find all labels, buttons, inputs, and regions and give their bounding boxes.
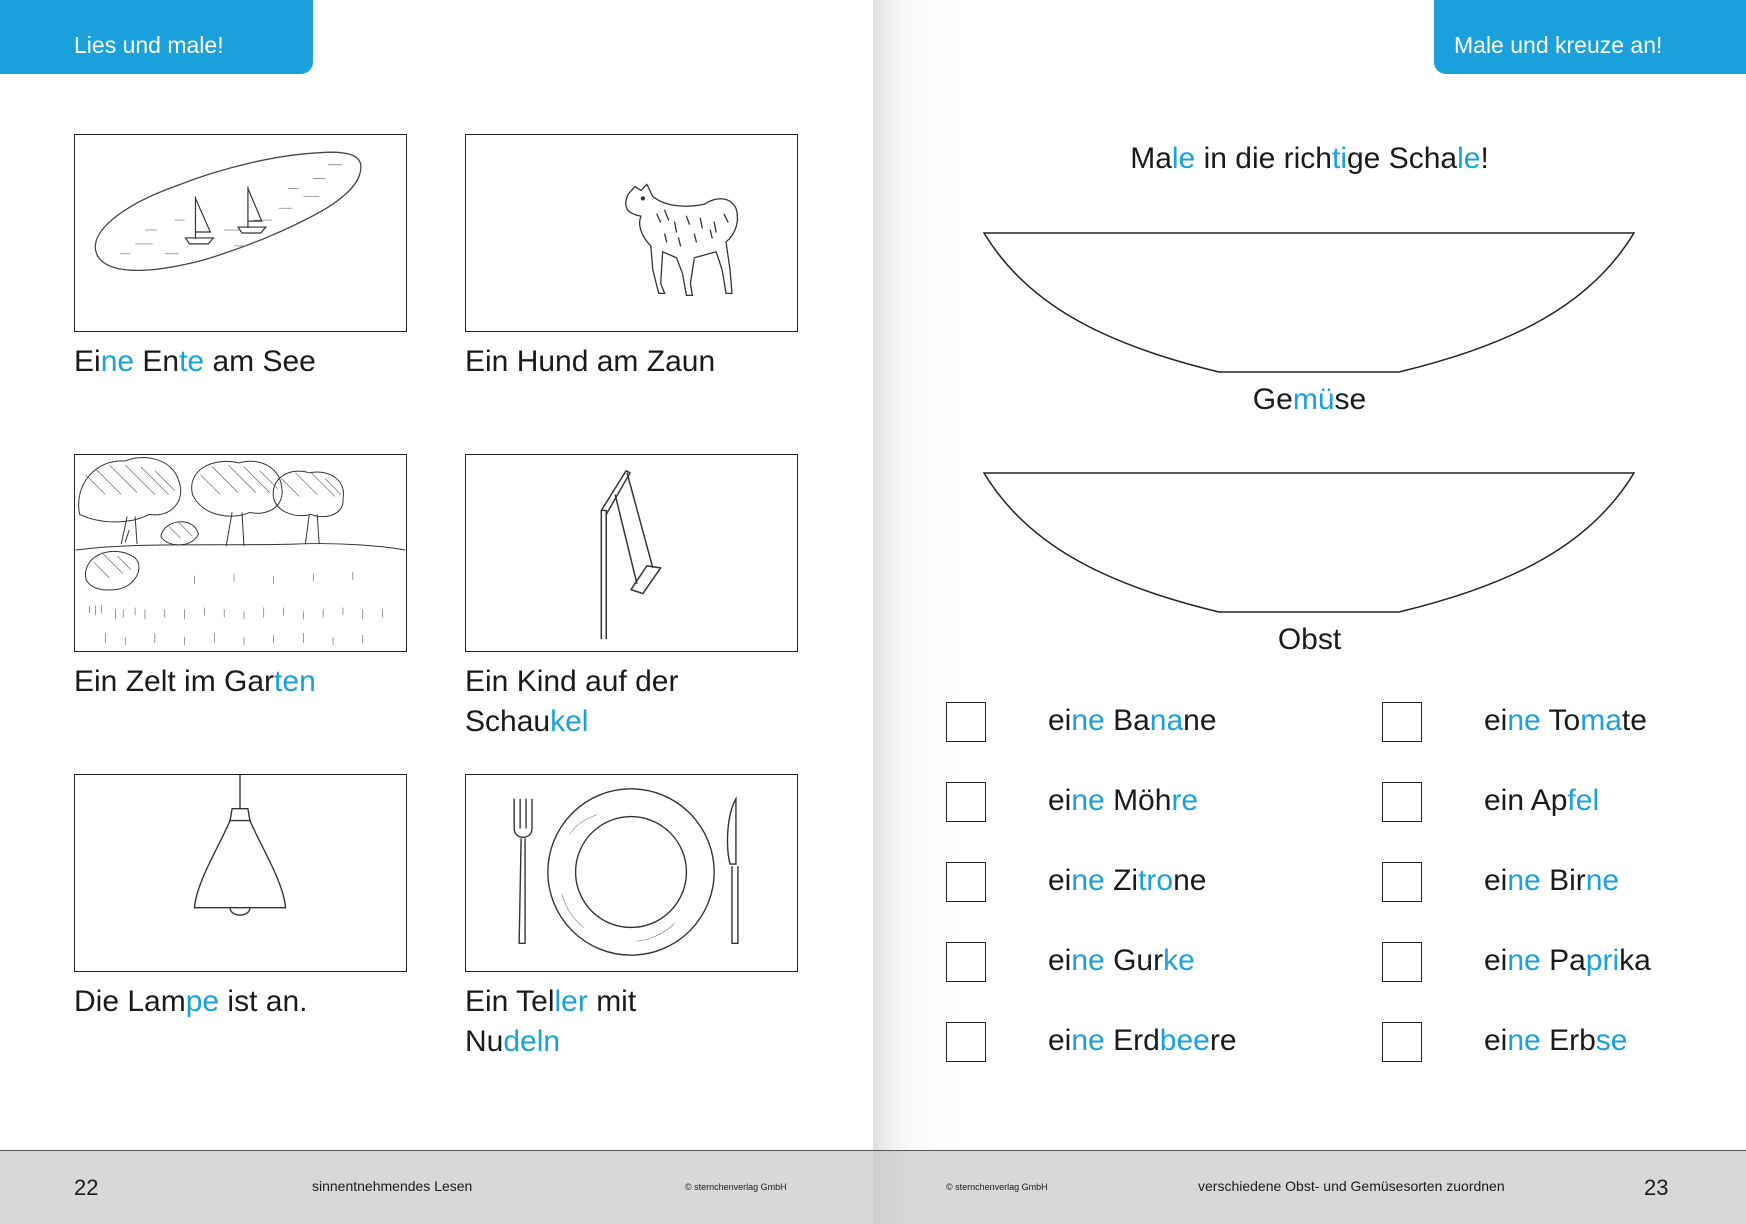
checkbox[interactable] <box>946 942 986 982</box>
checkbox[interactable] <box>946 702 986 742</box>
lake-with-sailboats-illustration <box>75 135 406 331</box>
card-caption-1 <box>74 342 434 382</box>
trees-and-meadow-illustration <box>75 455 406 651</box>
footer-topic: verschiedene Obst- und Gemüsesorten zuordnen <box>1198 1178 1505 1194</box>
card-caption-3 <box>74 662 434 702</box>
item-label: eine Erbse <box>1484 1024 1628 1057</box>
instruction-text: Male in die richtige Schale! <box>1130 142 1489 175</box>
fruit-bowl-outline[interactable] <box>983 472 1635 614</box>
item-label: eine Möhre <box>1048 784 1199 817</box>
item-label: eine Gurke <box>1048 944 1195 977</box>
right-page-footer <box>873 1150 1746 1224</box>
footer-copyright: © sternchenverlag GmbH <box>946 1182 1048 1192</box>
card-caption-6 <box>465 982 825 1062</box>
page-number: 23 <box>1644 1175 1669 1200</box>
bowl-label-text: Gemüse <box>1252 383 1367 416</box>
hanging-lamp-illustration <box>75 775 406 971</box>
caption-text: Eine Ente am See <box>74 345 316 378</box>
item-label: eine Zitrone <box>1048 864 1207 897</box>
footer-copyright: © sternchenverlag GmbH <box>685 1182 787 1192</box>
bowl-label-vegetables <box>873 383 1746 417</box>
item-label: ein Apfel <box>1484 784 1600 817</box>
right-page-tab: Male und kreuze an! <box>1434 0 1746 74</box>
checkbox[interactable] <box>946 1022 986 1062</box>
item-label: eine Tomate <box>1484 704 1647 737</box>
page-number: 22 <box>74 1175 99 1200</box>
left-page-footer <box>0 1150 873 1224</box>
dog-picture-frame <box>465 134 798 332</box>
vegetable-bowl-outline[interactable] <box>983 232 1635 374</box>
checkbox[interactable] <box>946 782 986 822</box>
swing-illustration <box>466 455 797 651</box>
caption-text: Ein Zelt im Garten <box>74 665 316 698</box>
right-page <box>873 0 1746 1224</box>
caption-text: Die Lampe ist an. <box>74 985 308 1018</box>
checkbox[interactable] <box>946 862 986 902</box>
left-page-tab: Lies und male! <box>0 0 313 74</box>
caption-text: Ein Hund am Zaun <box>465 345 716 378</box>
bowl-label-fruit <box>873 623 1746 657</box>
plate-picture-frame <box>465 774 798 972</box>
card-caption-4 <box>465 662 825 742</box>
item-label: eine Birne <box>1484 864 1620 897</box>
item-label: eine Paprika <box>1484 944 1651 977</box>
bowl-label-text: Obst <box>1277 623 1342 656</box>
swing-picture-frame <box>465 454 798 652</box>
checkbox[interactable] <box>1382 1022 1422 1062</box>
card-caption-5 <box>74 982 434 1022</box>
caption-text: Ein Kind auf der Schaukel <box>465 665 679 738</box>
item-label: eine Banane <box>1048 704 1217 737</box>
lamp-picture-frame <box>74 774 407 972</box>
checkbox[interactable] <box>1382 942 1422 982</box>
dog-illustration <box>466 135 797 331</box>
checkbox[interactable] <box>1382 782 1422 822</box>
checkbox[interactable] <box>1382 702 1422 742</box>
garden-picture-frame <box>74 454 407 652</box>
footer-topic: sinnentnehmendes Lesen <box>312 1178 473 1194</box>
item-label: eine Erdbeere <box>1048 1024 1237 1057</box>
instruction-heading <box>873 142 1746 176</box>
checkbox[interactable] <box>1382 862 1422 902</box>
plate-fork-knife-illustration <box>466 775 797 971</box>
lake-picture-frame <box>74 134 407 332</box>
caption-text: Ein Teller mit Nudeln <box>465 985 637 1058</box>
card-caption-2 <box>465 342 825 382</box>
